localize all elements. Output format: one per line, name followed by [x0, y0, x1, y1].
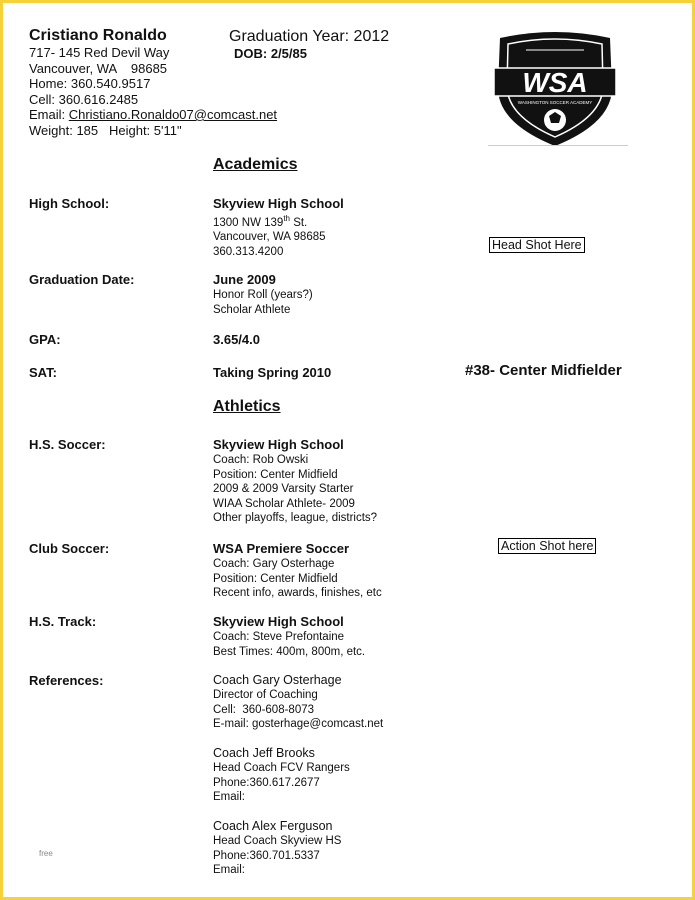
- ordinal-suffix: th: [283, 214, 290, 223]
- club-soccer-team: WSA Premiere Soccer: [213, 541, 350, 556]
- high-school-phone: 360.313.4200: [213, 246, 284, 259]
- hs-soccer-other: Other playoffs, league, districts?: [213, 512, 378, 525]
- hs-soccer-coach: Coach: Rob Owski: [213, 454, 309, 466]
- club-soccer-info: Recent info, awards, finishes, etc: [213, 587, 382, 600]
- reference-3: [213, 819, 341, 878]
- hs-soccer-label: H.S. Soccer:: [29, 437, 106, 452]
- hs-soccer-starter: 2009 & 2009 Varsity Starter: [213, 483, 354, 496]
- reference-2-email: Email:: [213, 791, 245, 804]
- hs-soccer-block: [213, 437, 377, 526]
- sat-value: Taking Spring 2010: [213, 365, 332, 380]
- high-school-address: 1300 NW 139th St.: [213, 214, 308, 229]
- head-shot-placeholder: Head Shot Here: [489, 237, 585, 253]
- hs-soccer-position: Position: Center Midfield: [213, 468, 338, 481]
- sat-block: [213, 365, 331, 381]
- gpa-value: 3.65/4.0: [213, 332, 260, 347]
- action-shot-placeholder: Action Shot here: [498, 538, 596, 554]
- hs-soccer-school: Skyview High School: [213, 437, 344, 452]
- club-soccer-label: Club Soccer:: [29, 541, 110, 556]
- high-school-city: Vancouver, WA 98685: [213, 231, 326, 244]
- hs-track-times: Best Times: 400m, 800m, etc.: [213, 645, 366, 658]
- graduation-year: Graduation Year: 2012: [229, 28, 390, 45]
- graduation-date: June 2009: [213, 272, 276, 287]
- graduation-date-label: Graduation Date:: [29, 272, 135, 287]
- date-of-birth: DOB: 2/5/85: [234, 46, 307, 61]
- logo-caption: WASHINGTON SOCCER ACADEMY: [517, 100, 593, 105]
- resume-page: [3, 3, 692, 897]
- hs-track-school: Skyview High School: [213, 614, 344, 629]
- hs-track-coach: Coach: Steve Prefontaine: [213, 631, 345, 643]
- club-soccer-block: [213, 541, 382, 601]
- applicant-name: Cristiano Ronaldo: [29, 27, 167, 44]
- reference-2-name: Coach Jeff Brooks: [213, 746, 315, 760]
- academics-heading: Academics: [213, 156, 298, 173]
- weight-height: Weight: 185 Height: 5'11": [29, 122, 182, 138]
- email-label: Email:: [29, 107, 69, 122]
- reference-3-email: Email:: [213, 864, 245, 877]
- club-soccer-position: Position: Center Midfield: [213, 572, 338, 585]
- reference-3-title: Head Coach Skyview HS: [213, 835, 342, 847]
- hs-track-block: [213, 614, 365, 659]
- sat-label: SAT:: [29, 365, 57, 380]
- reference-2: [213, 746, 350, 805]
- contact-info: [29, 45, 277, 138]
- athletics-heading: Athletics: [213, 398, 281, 415]
- reference-1-email: E-mail: gosterhage@comcast.net: [213, 718, 384, 731]
- address-line-2: Vancouver, WA 98685: [29, 60, 168, 76]
- reference-1: [213, 673, 383, 732]
- logo-underline: [488, 145, 628, 146]
- wsa-crest-icon: [486, 28, 624, 150]
- high-school-label: High School:: [29, 196, 110, 211]
- scholar-athlete: Scholar Athlete: [213, 303, 291, 316]
- gpa-block: [213, 332, 260, 348]
- reference-1-title: Director of Coaching: [213, 689, 318, 701]
- address-line-1: 717- 145 Red Devil Way: [29, 45, 170, 60]
- logo-text: WSA: [522, 67, 588, 98]
- gpa-label: GPA:: [29, 332, 61, 347]
- footer-watermark: free: [39, 849, 53, 858]
- reference-3-phone: Phone:360.701.5337: [213, 849, 320, 862]
- reference-3-name: Coach Alex Ferguson: [213, 819, 333, 833]
- email-line: [29, 107, 277, 123]
- graduation-block: [213, 272, 313, 317]
- cell-phone: Cell: 360.616.2485: [29, 91, 139, 107]
- home-phone: Home: 360.540.9517: [29, 76, 151, 91]
- reference-2-title: Head Coach FCV Rangers: [213, 762, 350, 774]
- club-soccer-coach: Coach: Gary Osterhage: [213, 558, 335, 570]
- high-school-block: [213, 196, 344, 260]
- reference-1-name: Coach Gary Osterhage: [213, 673, 342, 687]
- references-label: References:: [29, 673, 104, 688]
- wsa-logo: [486, 28, 624, 150]
- reference-2-phone: Phone:360.617.2677: [213, 776, 320, 789]
- jersey-position: #38- Center Midfielder: [465, 362, 622, 379]
- honor-roll: Honor Roll (years?): [213, 289, 313, 301]
- reference-1-cell: Cell: 360-608-8073: [213, 703, 315, 716]
- hs-track-label: H.S. Track:: [29, 614, 97, 629]
- email-link[interactable]: Christiano.Ronaldo07@comcast.net: [68, 107, 278, 122]
- hs-soccer-award: WIAA Scholar Athlete- 2009: [213, 497, 355, 510]
- high-school-name: Skyview High School: [213, 196, 344, 211]
